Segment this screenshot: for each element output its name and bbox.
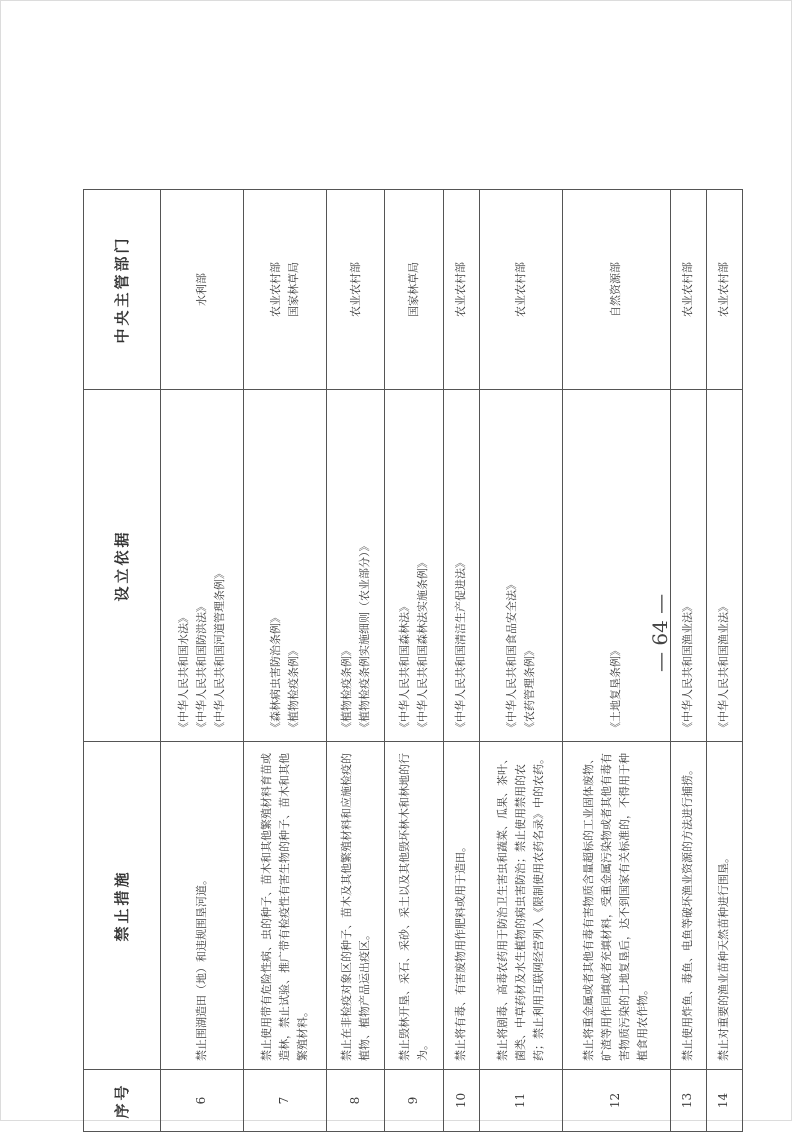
row-index: 14 bbox=[706, 1070, 742, 1132]
row-measure: 禁止使用带有危险性病、虫的种子、苗木和其他繁殖材料育苗或造林，禁止试验、推广带有检疫性有害生物的种子、苗木和其他繁殖材料。 bbox=[243, 742, 326, 1070]
row-dept: 农业农村部 bbox=[326, 190, 384, 390]
row-measure: 禁止使用炸鱼、毒鱼、电鱼等破坏渔业资源的方法进行捕捞。 bbox=[670, 742, 706, 1070]
table-container bbox=[83, 190, 743, 1132]
basis-item: 《中华人民共和国食品安全法》 bbox=[504, 579, 518, 733]
basis-item: 《中华人民共和国河道管理条例》 bbox=[213, 568, 227, 733]
table-row bbox=[706, 190, 742, 1132]
table-row bbox=[161, 190, 244, 1132]
row-index: 8 bbox=[326, 1070, 384, 1132]
row-dept: 农业农村部 bbox=[480, 190, 563, 390]
basis-item: 《中华人民共和国森林法》 bbox=[398, 601, 411, 733]
row-measure: 禁止将剧毒、高毒农药用于防治卫生害虫和蔬菜、瓜果、茶叶、菌类、中草药材及水生植物的病虫害防治；禁止使用禁用的农药；禁止利用互联网经营列入《限制使用农药名录》中的农药。 bbox=[480, 742, 563, 1070]
basis-item: 《中华人民共和国清洁生产促进法》 bbox=[454, 557, 468, 733]
row-index: 11 bbox=[480, 1070, 563, 1132]
row-dept: 水利部 bbox=[161, 190, 244, 390]
row-dept: 国家林草局 bbox=[385, 190, 443, 390]
row-index: 13 bbox=[670, 1070, 706, 1132]
row-measure: 禁止围湖造田（地）和违规围垦河道。 bbox=[161, 742, 244, 1070]
row-index: 10 bbox=[443, 1070, 479, 1132]
row-dept: 农业农村部 bbox=[670, 190, 706, 390]
row-index: 7 bbox=[243, 1070, 326, 1132]
basis-item: 《中华人民共和国防洪法》 bbox=[194, 601, 208, 733]
table-row bbox=[480, 190, 563, 1132]
row-measure: 禁止对重要的渔业苗种天然苗种进行围垦。 bbox=[706, 742, 742, 1070]
header-dept: 中央主管部门 bbox=[84, 190, 161, 390]
basis-item: 《中华人民共和国渔业法》 bbox=[681, 601, 695, 733]
table-row bbox=[385, 190, 443, 1132]
row-measure: 禁止在非检疫对象区的种子、苗木及其他繁殖材料和应施检疫的植物、植物产品运出疫区。 bbox=[326, 742, 384, 1070]
row-index: 12 bbox=[563, 1070, 670, 1132]
row-basis bbox=[161, 390, 244, 742]
table-row bbox=[326, 190, 384, 1132]
basis-item: 《中华人民共和国森林法实施条例》 bbox=[416, 557, 430, 733]
prohibition-table bbox=[83, 189, 743, 1132]
basis-item: 《中华人民共和国水法》 bbox=[176, 612, 190, 733]
basis-item: 《植物检疫条例》 bbox=[286, 645, 300, 733]
basis-item: 《森林病虫害防治条例》 bbox=[268, 612, 282, 733]
basis-item: 《中华人民共和国渔业法》 bbox=[717, 601, 731, 733]
row-dept: 农业农村部 bbox=[443, 190, 479, 390]
row-measure: 禁止将重金属或者其他有毒有害物质含量超标的工业固体废物、矿渣等用作回填或者充填材料，受重金属污染物或者其他有毒有害物质污染的土地复垦后，达不到国家有关标准的，不得用于种植食用农作物。 bbox=[563, 742, 670, 1070]
row-measure: 禁止毁林开垦、采石、采砂、采土以及其他毁坏林木和林地的行为。 bbox=[385, 742, 443, 1070]
table-row bbox=[670, 190, 706, 1132]
row-basis bbox=[385, 390, 443, 742]
header-index: 序号 bbox=[84, 1070, 161, 1132]
row-measure: 禁止将有毒、有害废物用作肥料或用于造田。 bbox=[443, 742, 479, 1070]
row-basis bbox=[670, 390, 706, 742]
row-dept: 农业农村部 国家林草局 bbox=[243, 190, 326, 390]
table-row bbox=[243, 190, 326, 1132]
row-dept: 自然资源部 bbox=[563, 190, 670, 390]
row-basis bbox=[326, 390, 384, 742]
basis-item: 《植物检疫条例》 bbox=[339, 645, 353, 733]
row-basis bbox=[243, 390, 326, 742]
row-basis bbox=[480, 390, 563, 742]
basis-item: 《土地复垦条例》 bbox=[609, 645, 623, 733]
header-measure: 禁止措施 bbox=[84, 742, 161, 1070]
row-basis bbox=[706, 390, 742, 742]
basis-item: 《农药管理条例》 bbox=[523, 645, 537, 733]
table-header-row bbox=[84, 190, 161, 1132]
row-basis bbox=[443, 390, 479, 742]
table-row bbox=[443, 190, 479, 1132]
header-basis: 设立依据 bbox=[84, 390, 161, 742]
basis-item: 《植物检疫条例实施细则（农业部分）》 bbox=[357, 540, 371, 733]
row-dept: 农业农村部 bbox=[706, 190, 742, 390]
row-index: 6 bbox=[161, 1070, 244, 1132]
page-number: — 64 — bbox=[648, 593, 672, 672]
row-index: 9 bbox=[385, 1070, 443, 1132]
row-basis bbox=[563, 390, 670, 742]
